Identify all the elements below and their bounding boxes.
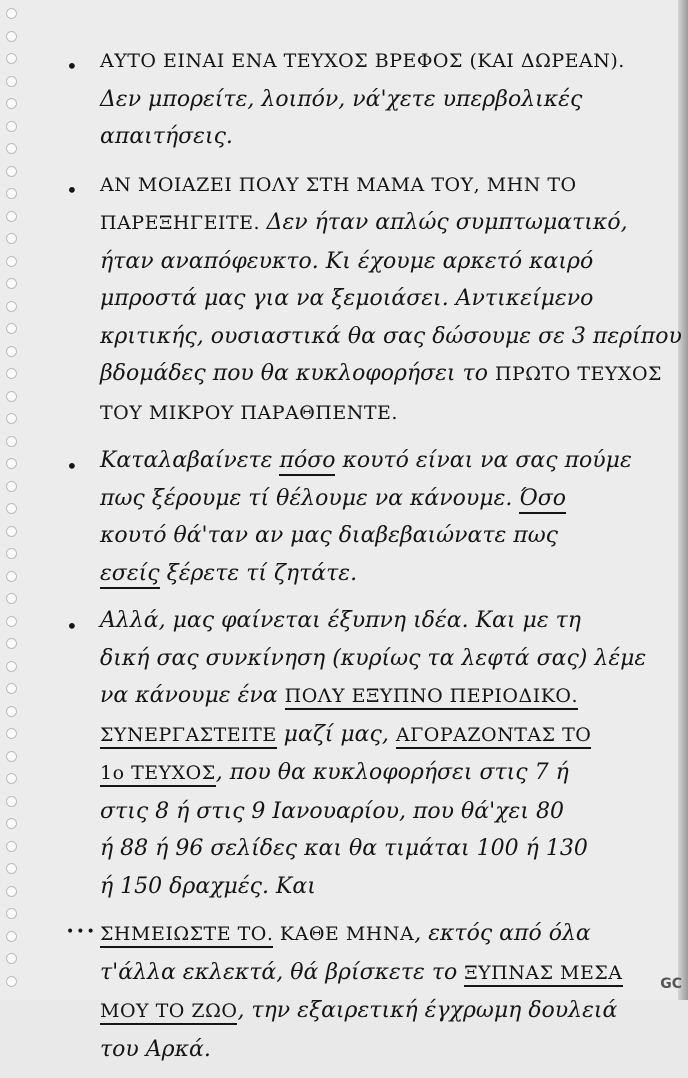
text-line (72, 1031, 657, 1069)
text-segment: πως ξέρουμε τί θέλουμε να κάνουμε. (100, 485, 520, 511)
text-line (72, 81, 657, 119)
bullet-paragraph (66, 442, 657, 592)
binding-hole (6, 413, 17, 424)
binding-hole (6, 98, 17, 109)
underlined-text: ΠΟΛΥ ΕΞΥΠΝΟ ΠΕΡΙΟΔΙΚΟ. (285, 685, 578, 710)
page-edge (678, 0, 688, 1000)
underlined-text: ΣΥΝΕΡΓΑΣΤΕΙΤΕ (100, 724, 277, 749)
binding-hole (6, 233, 17, 244)
bullet-marker: • (66, 454, 78, 478)
bullet-paragraph (66, 42, 657, 156)
text-line (72, 394, 657, 433)
text-segment: κουτό είναι να σας πούμε (335, 448, 632, 473)
text-segment: ή 150 δραχμές. Και (100, 873, 316, 899)
binding-hole (6, 953, 17, 964)
text-segment: Δεν ήταν απλώς συμπτωματικό, (266, 210, 628, 235)
text-segment: ΠΡΩΤΟ ΤΕΥΧΟΣ (494, 363, 662, 385)
text-segment: στις 8 ή στις 9 Ιανουαρίου, που θά'χει 80 (100, 798, 564, 824)
binding-hole (6, 841, 17, 852)
binding-hole (6, 976, 17, 987)
text-segment: κουτό θά'ταν αν μας διαβεβαιώνατε πως (100, 523, 559, 548)
bullet-marker: • (66, 614, 78, 638)
text-line (72, 517, 657, 555)
text-line (72, 42, 657, 81)
underlined-text: πόσο (279, 448, 335, 476)
binding-hole (6, 53, 17, 64)
underlined-text: ΑΓΟΡΑΖΟΝΤΑΣ ΤΟ (396, 724, 592, 749)
bullet-paragraph (66, 915, 657, 1068)
bullet-marker: ••• (66, 924, 97, 940)
binding-hole (6, 278, 17, 289)
underlined-text: ΞΥΠΝΑΣ ΜΕΣΑ (464, 962, 622, 987)
binding-hole (6, 908, 17, 919)
text-line (72, 954, 657, 993)
text-line (72, 166, 657, 205)
text-segment: , εκτός από όλα (414, 921, 591, 946)
corner-signature: GC (660, 976, 682, 992)
text-segment: τ'άλλα εκλεκτά, θά βρίσκετε το (100, 959, 465, 985)
underlined-text: ΣΗΜΕΙΩΣΤΕ ΤΟ. (100, 923, 273, 948)
text-line (72, 830, 657, 868)
text-segment: Καταλαβαίνετε (100, 448, 280, 473)
binding-hole (6, 571, 17, 582)
text-segment: του Αρκά. (100, 1036, 211, 1062)
binding-hole (6, 728, 17, 739)
bullet-paragraph (66, 602, 657, 905)
text-line (72, 754, 657, 793)
text-segment: ΠΑΡΕΞΗΓΕΙΤΕ. (100, 212, 267, 234)
text-line (72, 480, 657, 518)
text-segment: ΚΑΘΕ ΜΗΝΑ (273, 923, 415, 945)
binding-hole (6, 346, 17, 357)
binding-hole (6, 323, 17, 334)
bullet-paragraph (66, 166, 682, 433)
text-line (72, 677, 657, 716)
binding-hole (6, 886, 17, 897)
binding-hole (6, 661, 17, 672)
text-segment: ΑΥΤΟ ΕΙΝΑΙ ΕΝΑ ΤΕΥΧΟΣ ΒΡΕΦΟΣ (ΚΑΙ ΔΩΡΕΑΝ). (100, 50, 625, 72)
binding-hole (6, 683, 17, 694)
text-line (72, 992, 657, 1031)
binding-hole (6, 391, 17, 402)
text-line (72, 602, 657, 640)
binding-hole (6, 931, 17, 942)
text-line (72, 118, 657, 156)
binding-hole (6, 8, 17, 19)
text-line (72, 355, 662, 394)
text-line (72, 793, 657, 831)
binding-hole (6, 31, 17, 42)
binding-hole (6, 503, 17, 514)
binding-hole (6, 481, 17, 492)
binding-hole (6, 593, 17, 604)
binding-hole (6, 796, 17, 807)
underlined-text: 1ο ΤΕΥΧΟΣ (100, 762, 216, 787)
text-segment: δική σας συνκίνηση (κυρίως τα λεφτά σας) λέμε (100, 645, 647, 671)
text-line (72, 915, 657, 954)
binding-hole (6, 143, 17, 154)
binding-hole (6, 818, 17, 829)
binding-hole (6, 166, 17, 177)
binding-hole (6, 121, 17, 132)
binding-hole (6, 368, 17, 379)
text-segment: ή 88 ή 96 σελίδες και θα τιμάται 100 ή 130 (100, 836, 588, 861)
binding-hole (6, 548, 17, 559)
text-line (72, 243, 657, 281)
binding-hole (6, 638, 17, 649)
text-segment: ήταν αναπόφευκτο. Κι έχουμε αρκετό καιρό (100, 248, 594, 274)
binding-hole (6, 458, 17, 469)
text-line (72, 442, 657, 480)
text-line (72, 204, 657, 243)
binding-hole (6, 751, 17, 762)
text-segment: μπροστά μας για να ξεμοιάσει. Αντικείμενο (100, 286, 594, 311)
binding-hole (6, 211, 17, 222)
binding-hole (6, 436, 17, 447)
underlined-text: Όσο (519, 486, 566, 514)
text-line (72, 640, 657, 678)
underlined-text: εσείς (100, 561, 160, 589)
binding-hole (6, 863, 17, 874)
text-line (72, 716, 657, 755)
underlined-text: ΜΟΥ ΤΟ ΖΩΟ (100, 1000, 237, 1025)
spiral-binding-holes (4, 0, 18, 1000)
text-line (72, 868, 657, 906)
bullet-marker: • (66, 177, 78, 202)
text-segment: Αλλά, μας φαίνεται έξυπνη ιδέα. Και με τη (100, 608, 581, 633)
binding-hole (6, 706, 17, 717)
binding-hole (6, 256, 17, 267)
binding-hole (6, 301, 17, 312)
text-segment: κριτικής, ουσιαστικά θα σας δώσουμε σε 3 περίπου (100, 323, 682, 349)
text-segment: μαζί μας, (276, 721, 396, 747)
binding-hole (6, 773, 17, 784)
binding-hole (6, 188, 17, 199)
text-line (72, 555, 657, 593)
binding-hole (6, 616, 17, 627)
binding-hole (6, 76, 17, 87)
text-segment: ξέρετε τί ζητάτε. (159, 560, 358, 586)
text-segment: Δεν μπορείτε, λοιπόν, νά'χετε υπερβολικές (100, 86, 583, 112)
text-segment: , την εξαιρετική έγχρωμη δουλειά (237, 998, 618, 1023)
text-line (72, 280, 657, 318)
text-segment: απαιτήσεις. (100, 124, 233, 149)
text-segment: βδομάδες που θα κυκλοφορήσει το (100, 361, 495, 386)
text-segment: να κάνουμε ένα (100, 683, 285, 708)
text-segment: ΑΝ ΜΟΙΑΖΕΙ ΠΟΛΥ ΣΤΗ ΜΑΜΑ ΤΟΥ, ΜΗΝ ΤΟ (100, 173, 577, 196)
text-segment: , που θα κυκλοφορήσει στις 7 ή (215, 760, 569, 785)
binding-hole (6, 526, 17, 537)
text-segment: ΤΟΥ ΜΙΚΡΟΥ ΠΑΡΑΘΠΕΝΤΕ. (100, 401, 398, 424)
text-line (72, 318, 682, 356)
bullet-marker: • (66, 54, 78, 78)
